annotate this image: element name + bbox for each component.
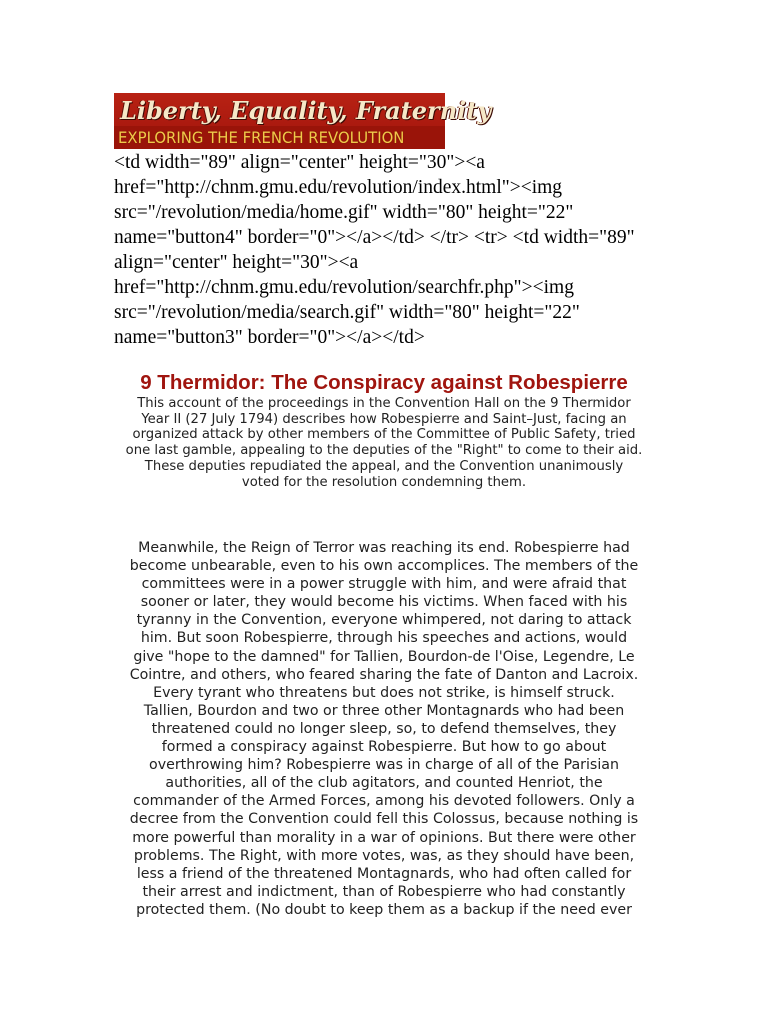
body-line: give "hope to the damned" for Tallien, Bourdon-de l'Oise, Legendre, Le xyxy=(133,648,635,665)
intro-line: Year II (27 July 1794) describes how Robespierre and Saint–Just, facing an xyxy=(141,411,627,427)
banner-subtitle: EXPLORING THE FRENCH REVOLUTION xyxy=(118,128,405,147)
body-line: become unbearable, even to his own accomplices. The members of the xyxy=(129,558,639,575)
code-line: align="center" height="30"><a xyxy=(114,252,359,273)
banner-title: Liberty, Equality, Fraternity xyxy=(120,96,492,125)
body-line: protected them. (No doubt to keep them as a backup if the need ever xyxy=(136,901,632,918)
body-line: formed a conspiracy against Robespierre. But how to go about xyxy=(161,739,607,756)
code-line: name="button3" border="0"></a></td> xyxy=(114,327,425,348)
site-banner-logo[interactable] xyxy=(114,93,492,149)
article-intro xyxy=(96,396,672,490)
body-line: Tallien, Bourdon and two or three other Montagnards who had been xyxy=(143,702,625,719)
code-line: src="/revolution/media/search.gif" width="80" height="22" xyxy=(114,302,580,323)
intro-line: voted for the resolution condemning them. xyxy=(241,474,527,490)
intro-line: These deputies repudiated the appeal, and the Convention unanimously xyxy=(144,458,624,474)
code-line: href="http://chnm.gmu.edu/revolution/index.html"><img xyxy=(114,177,563,198)
code-line: <td width="89" align="center" height="30"><a xyxy=(114,152,485,173)
intro-line: organized attack by other members of the Committee of Public Safety, tried xyxy=(132,427,636,443)
body-line: committees were in a power struggle with him, and were afraid that xyxy=(141,576,627,593)
body-line: threatened could no longer sleep, so, to defend themselves, they xyxy=(151,720,617,737)
body-line: tyranny in the Convention, everyone whimpered, not daring to attack xyxy=(136,612,632,629)
body-line: problems. The Right, with more votes, was, as they should have been, xyxy=(133,847,635,864)
intro-line: This account of the proceedings in the Convention Hall on the 9 Thermidor xyxy=(137,396,631,411)
body-line: Meanwhile, the Reign of Terror was reaching its end. Robespierre had xyxy=(138,540,630,556)
body-line: decree from the Convention could fell this Colossus, because nothing is xyxy=(129,811,639,828)
body-line: him. But soon Robespierre, through his speeches and actions, would xyxy=(140,630,628,647)
body-line: more powerful than morality in a war of opinions. But there were other xyxy=(132,829,636,846)
code-line: src="/revolution/media/home.gif" width="80" height="22" xyxy=(114,202,574,223)
article-title: 9 Thermidor: The Conspiracy against Robespierre xyxy=(140,371,628,394)
body-line: less a friend of the threatened Montagnards, who had often called for xyxy=(136,865,632,882)
article-body xyxy=(90,539,678,919)
body-line: authorities, all of the club agitators, and counted Henriot, the xyxy=(165,775,603,792)
intro-line: one last gamble, appealing to the deputies of the "Right" to come to their aid. xyxy=(125,443,643,459)
body-line: overthrowing him? Robespierre was in charge of all of the Parisian xyxy=(149,757,619,774)
body-line: their arrest and indictment, than of Robespierre who had constantly xyxy=(142,883,626,900)
code-line: href="http://chnm.gmu.edu/revolution/searchfr.php"><img xyxy=(114,277,574,298)
code-line: name="button4" border="0"></a></td> </tr> <tr> <td width="89" xyxy=(114,227,635,248)
body-line: sooner or later, they would become his victims. When faced with his xyxy=(140,594,628,611)
raw-html-code-text xyxy=(114,150,674,350)
body-line: Every tyrant who threatens but does not strike, is himself struck. xyxy=(153,684,615,701)
body-line: Cointre, and others, who feared sharing the fate of Danton and Lacroix. xyxy=(129,666,639,683)
body-line: commander of the Armed Forces, among his devoted followers. Only a xyxy=(133,793,635,810)
